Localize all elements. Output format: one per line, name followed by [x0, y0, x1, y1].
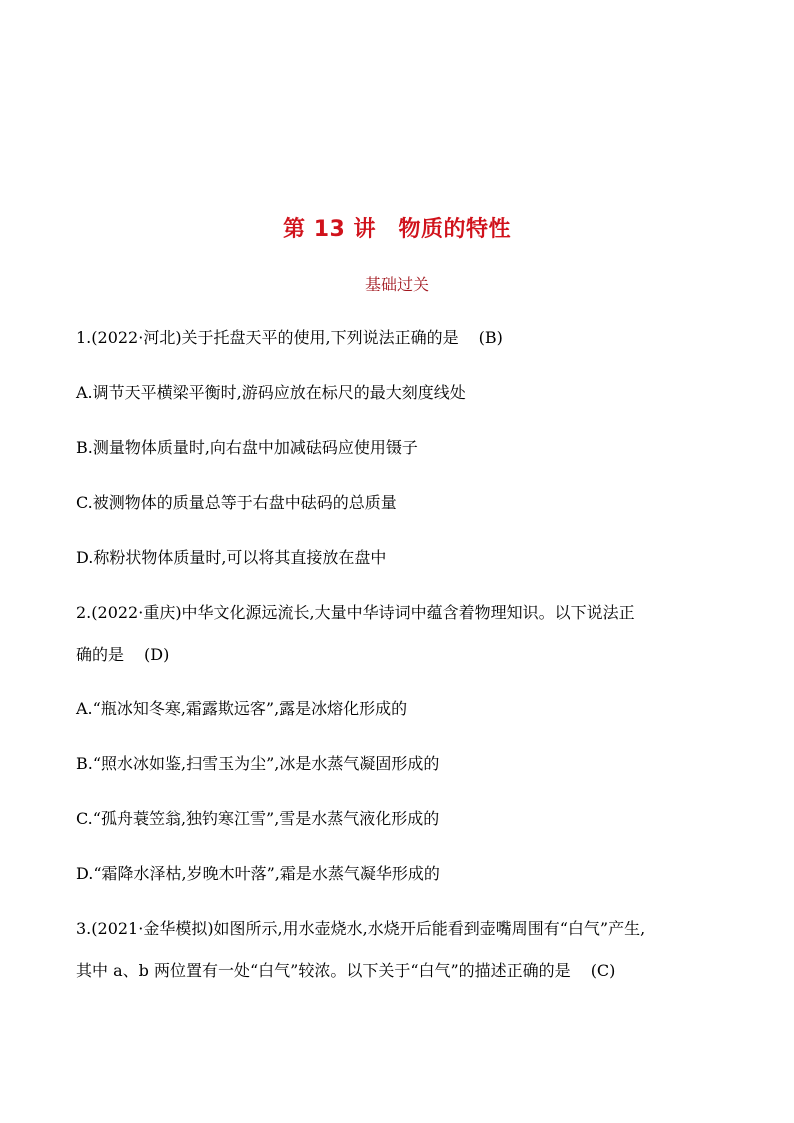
question-3-stem-line-2: [76, 961, 724, 981]
question-1-option-b: B.测量物体质量时,向右盘中加减砝码应使用镊子: [76, 438, 418, 457]
question-3-answer: (C): [590, 961, 616, 980]
section-heading: 基础过关: [364, 275, 429, 294]
question-2-option-b: B.“照水冰如鉴,扫雪玉为尘”,冰是水蒸气凝固形成的: [76, 754, 440, 773]
lesson-title: 第 13 讲 物质的特性: [283, 217, 511, 242]
question-1-stem: [76, 328, 724, 348]
question-3-stem-line-1: 3.(2021·金华模拟)如图所示,用水壶烧水,水烧开后能看到壶嘴周围有“白气”产生,: [76, 919, 646, 938]
question-1-option-d: D.称粉状物体质量时,可以将其直接放在盘中: [76, 548, 387, 567]
question-2-option-a: A.“瓶冰知冬寒,霜露欺远客”,露是冰熔化形成的: [76, 699, 408, 718]
question-1-option-c: C.被测物体的质量总等于右盘中砝码的总质量: [76, 493, 397, 512]
question-stem-text: 其中 a、b 两位置有一处“白气”较浓。以下关于“白气”的描述正确的是: [76, 961, 571, 980]
question-1-answer: (B): [478, 328, 503, 347]
question-1-option-a: A.调节天平横梁平衡时,游码应放在标尺的最大刻度线处: [76, 383, 466, 402]
question-2-stem-line-2: [76, 645, 724, 665]
question-stem-text: 1.(2022·河北)关于托盘天平的使用,下列说法正确的是: [76, 328, 459, 347]
question-2-option-c: C.“孤舟蓑笠翁,独钓寒江雪”,雪是水蒸气液化形成的: [76, 809, 440, 828]
question-2-stem-line-1: 2.(2022·重庆)中华文化源远流长,大量中华诗词中蕴含着物理知识。以下说法正: [76, 603, 635, 622]
question-2-option-d: D.“霜降水泽枯,岁晚木叶落”,霜是水蒸气凝华形成的: [76, 864, 440, 883]
question-2-answer: (D): [144, 645, 170, 664]
question-stem-text: 确的是: [76, 645, 125, 664]
